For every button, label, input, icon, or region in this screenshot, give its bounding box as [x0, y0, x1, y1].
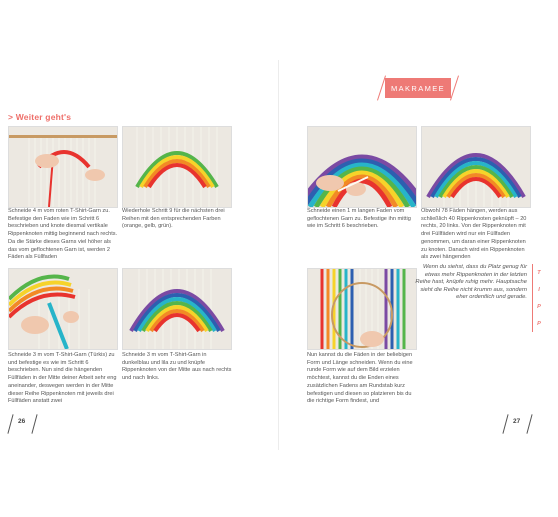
- step-15-illustration: [308, 269, 416, 349]
- step-13-caption: Schneide einen 1 m langen Faden vom geflochtenen Garn zu. Befestige ihn mittig wie im Schritt 6 beschrieben.: [307, 208, 411, 230]
- tip-letter: T: [537, 269, 541, 276]
- step-11-caption: Schneide 3 m vom T-Shirt-Garn (Türkis) zu und befestige es wie im Schritt 6 beschrieben. Nun sind die hängenden Füllfäden in der Mitte deiner Arbeit sehr eng aneinander, deswegen werden in der Mitte dieser Reihe Rippenknoten mit jeweils drei Füllfäden anstatt zwei: [8, 352, 117, 405]
- tip-letter: P: [537, 303, 541, 310]
- tip-letter: P: [537, 320, 541, 327]
- step-12-caption: Schneide 3 m vom T-Shirt-Garn in dunkelblau und lila zu und knüpfe Rippenknoten von der Mitte aus nach rechts und nach links.: [122, 352, 232, 382]
- step-13-illustration: [308, 127, 416, 207]
- step-9-caption: Schneide 4 m vom roten T-Shirt-Garn zu. Befestige den Faden wie im Schritt 6 beschrieben und knote diesmal vertikale Rippenknoten mittig beginnend nach rechts. Da die Stärke dieses Garns viel höher als das vom geflochtenen Garn ist, werden 2 Fäden als Füllfaden: [8, 208, 118, 261]
- step-12-illustration: [123, 269, 231, 349]
- page-number-slash: [526, 414, 532, 434]
- step-10-caption: Wiederhole Schritt 9 für die nächsten drei Reihen mit den entsprechenden Farben (orange, gelb, grün).: [122, 208, 225, 230]
- page-number-slash: [31, 414, 37, 434]
- page-number-slash: [7, 414, 13, 434]
- page-number-slash: [502, 414, 508, 434]
- tip-letter: I: [538, 286, 540, 293]
- step-10-photo: [122, 126, 232, 208]
- step-10-illustration: [123, 127, 231, 207]
- category-badge: MAKRAMEE: [385, 78, 451, 98]
- right-page: [279, 0, 558, 517]
- step-15-photo: [307, 268, 417, 350]
- step-11-photo: [8, 268, 118, 350]
- step-14-illustration: [422, 127, 530, 207]
- step-14-caption: Obwohl 78 Fäden hängen, werden aus schließlich 40 Rippenknoten geknüpft – 20 rechts, 20 links. Von der Rippenknoten mit drei Füllfäden wird nur ein Füllfaden genommen, um daran einer Rippenknoten zu knoten. Danach wird ein Rippenknoten als zwei hängenden: [421, 208, 527, 261]
- tip-text: Wenn du siehst, dass du Platz genug für etwas mehr Rippenknoten in der letzten Reihe hast, knüpfe ruhig mehr. Hauptsache sieht die Reihe nicht krumm aus, sondern eher ordentlich und gerade.: [415, 264, 527, 300]
- section-title: > Weiter geht's: [8, 112, 72, 122]
- step-12-photo: [122, 268, 232, 350]
- step-15-caption: Nun kannst du die Fäden in der beliebigen Form und Länge schneiden. Wenn du eine runde Form wie auf dem Bild erzielen möchtest, kannst du die Enden eines zusätzlichen Fadens am Rundstab kurz befestigen und diesen so platzieren bis du die richtige Form findest, und: [307, 352, 413, 405]
- page-number: 26: [18, 418, 26, 425]
- step-11-illustration: [9, 269, 117, 349]
- step-9-illustration: [9, 127, 117, 207]
- page-number: 27: [513, 418, 521, 425]
- step-9-photo: [8, 126, 118, 208]
- step-14-photo: [421, 126, 531, 208]
- tip-side-label: [532, 264, 545, 332]
- step-13-photo: [307, 126, 417, 208]
